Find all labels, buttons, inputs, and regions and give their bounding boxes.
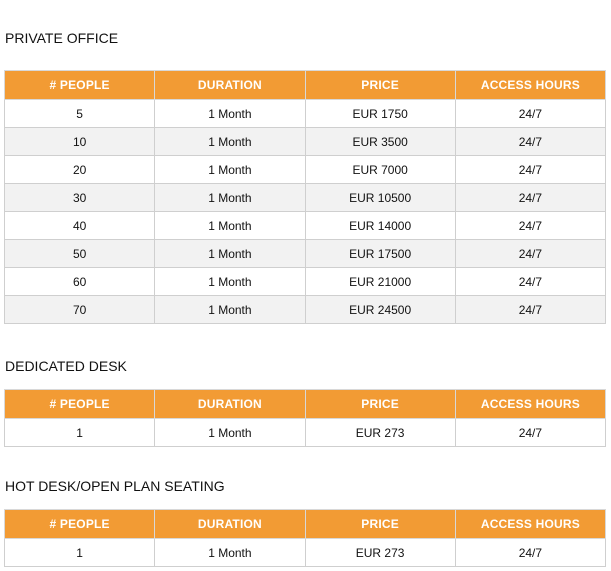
header-price: PRICE xyxy=(305,390,455,419)
cell-duration: 1 Month xyxy=(155,156,305,184)
cell-duration: 1 Month xyxy=(155,240,305,268)
cell-price: EUR 1750 xyxy=(305,100,455,128)
header-access-hours: ACCESS HOURS xyxy=(455,71,605,100)
cell-access-hours: 24/7 xyxy=(455,100,605,128)
cell-access-hours: 24/7 xyxy=(455,268,605,296)
cell-people: 20 xyxy=(5,156,155,184)
cell-duration: 1 Month xyxy=(155,268,305,296)
cell-duration: 1 Month xyxy=(155,419,305,447)
cell-duration: 1 Month xyxy=(155,128,305,156)
header-access-hours: ACCESS HOURS xyxy=(455,510,605,539)
cell-access-hours: 24/7 xyxy=(455,240,605,268)
cell-duration: 1 Month xyxy=(155,539,305,567)
header-people: # PEOPLE xyxy=(5,390,155,419)
cell-people: 50 xyxy=(5,240,155,268)
header-duration: DURATION xyxy=(155,390,305,419)
cell-duration: 1 Month xyxy=(155,212,305,240)
table-row xyxy=(5,128,606,156)
cell-price: EUR 17500 xyxy=(305,240,455,268)
table-row xyxy=(5,419,606,447)
cell-access-hours: 24/7 xyxy=(455,419,605,447)
cell-duration: 1 Month xyxy=(155,296,305,324)
table-row xyxy=(5,156,606,184)
table-row xyxy=(5,539,606,567)
cell-people: 30 xyxy=(5,184,155,212)
cell-price: EUR 273 xyxy=(305,419,455,447)
cell-people: 1 xyxy=(5,539,155,567)
header-access-hours: ACCESS HOURS xyxy=(455,390,605,419)
table-row xyxy=(5,100,606,128)
header-duration: DURATION xyxy=(155,71,305,100)
header-people: # PEOPLE xyxy=(5,71,155,100)
cell-duration: 1 Month xyxy=(155,100,305,128)
cell-price: EUR 14000 xyxy=(305,212,455,240)
header-duration: DURATION xyxy=(155,510,305,539)
cell-access-hours: 24/7 xyxy=(455,212,605,240)
private-office-table xyxy=(4,70,606,324)
dedicated-desk-table xyxy=(4,389,606,447)
table-row xyxy=(5,296,606,324)
cell-people: 10 xyxy=(5,128,155,156)
header-price: PRICE xyxy=(305,510,455,539)
cell-price: EUR 7000 xyxy=(305,156,455,184)
cell-price: EUR 24500 xyxy=(305,296,455,324)
header-people: # PEOPLE xyxy=(5,510,155,539)
section-title-private-office: PRIVATE OFFICE xyxy=(5,30,119,46)
hot-desk-table xyxy=(4,509,606,567)
table-header-row xyxy=(5,71,606,100)
table-header-row xyxy=(5,510,606,539)
cell-people: 1 xyxy=(5,419,155,447)
section-title-hot-desk: HOT DESK/OPEN PLAN SEATING xyxy=(5,478,225,494)
cell-people: 70 xyxy=(5,296,155,324)
cell-access-hours: 24/7 xyxy=(455,184,605,212)
table-row xyxy=(5,240,606,268)
cell-duration: 1 Month xyxy=(155,184,305,212)
cell-access-hours: 24/7 xyxy=(455,539,605,567)
header-price: PRICE xyxy=(305,71,455,100)
cell-people: 5 xyxy=(5,100,155,128)
cell-access-hours: 24/7 xyxy=(455,128,605,156)
cell-price: EUR 273 xyxy=(305,539,455,567)
cell-price: EUR 21000 xyxy=(305,268,455,296)
section-title-dedicated-desk: DEDICATED DESK xyxy=(5,358,127,374)
cell-access-hours: 24/7 xyxy=(455,156,605,184)
table-row xyxy=(5,184,606,212)
table-row xyxy=(5,212,606,240)
cell-price: EUR 3500 xyxy=(305,128,455,156)
table-header-row xyxy=(5,390,606,419)
table-row xyxy=(5,268,606,296)
cell-people: 60 xyxy=(5,268,155,296)
cell-access-hours: 24/7 xyxy=(455,296,605,324)
cell-price: EUR 10500 xyxy=(305,184,455,212)
cell-people: 40 xyxy=(5,212,155,240)
